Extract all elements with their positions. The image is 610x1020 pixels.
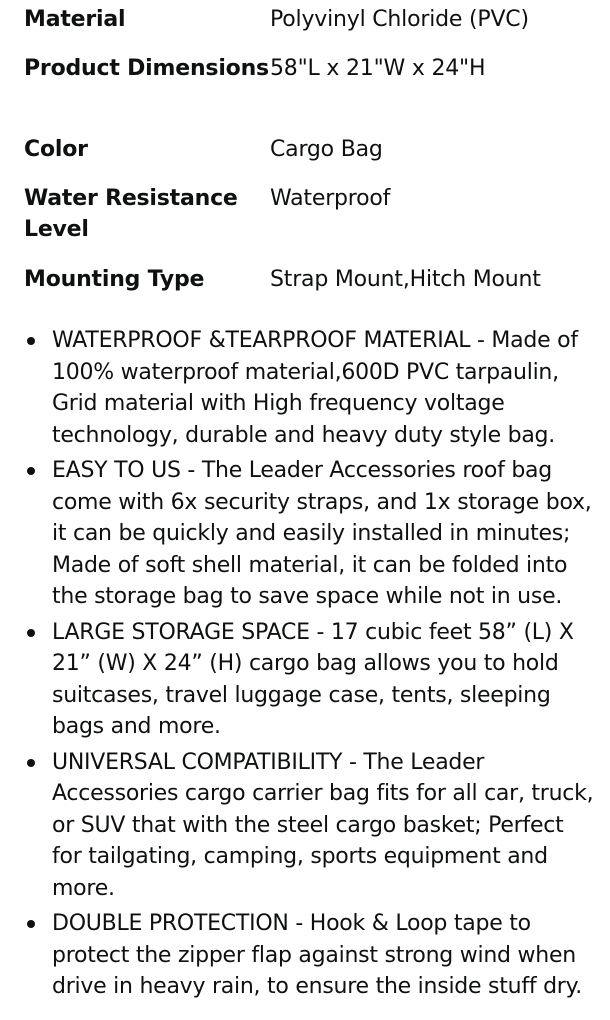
spec-row-water-resistance-level: [24, 183, 594, 264]
spec-value: Cargo Bag: [270, 137, 383, 162]
feature-bullet: [0, 747, 610, 905]
feature-bullet-text: UNIVERSAL COMPATIBILITY - The Leader Accessories cargo carrier bag fits for all car, truck, or SUV that with the steel cargo basket; Perfect for tailgating, camping, sports equipment and more.: [52, 749, 594, 901]
bullet-dot-icon: [27, 467, 35, 475]
feature-bullet-list: [0, 325, 610, 1007]
feature-bullet-text: DOUBLE PROTECTION - Hook & Loop tape to protect the zipper flap against strong wind when drive in heavy rain, to ensure the inside stuff dry.: [52, 911, 582, 999]
feature-bullet-text: EASY TO US - The Leader Accessories roof bag come with 6x security straps, and 1x storage box, it can be quickly and easily installed in minutes; Made of soft shell material, it can be folded into the storage bag to save space while not in use.: [52, 458, 592, 609]
product-spec-table: [24, 4, 594, 313]
spec-label: Product Dimensions: [24, 56, 269, 81]
spec-value: Strap Mount,Hitch Mount: [270, 267, 541, 292]
feature-bullet: [0, 455, 610, 613]
spec-row-product-dimensions: [24, 53, 594, 134]
bullet-dot-icon: [27, 759, 35, 767]
spec-label: Water Resistance Level: [24, 186, 238, 242]
spec-label: Color: [24, 137, 88, 162]
bullet-dot-icon: [27, 920, 35, 928]
bullet-dot-icon: [27, 629, 35, 637]
spec-label: Material: [24, 7, 126, 32]
feature-bullet-text: WATERPROOF &TEARPROOF MATERIAL - Made of 100% waterproof material,600D PVC tarpaulin, Grid material with High frequency voltage technology, durable and heavy duty style bag.: [52, 328, 578, 448]
spec-row-mounting-type: [24, 264, 594, 313]
feature-bullet: [0, 908, 610, 1003]
spec-value: Polyvinyl Chloride (PVC): [270, 7, 529, 32]
feature-bullet-text: LARGE STORAGE SPACE - 17 cubic feet 58” (L) X 21” (W) X 24” (H) cargo bag allows you to hold suitcases, travel luggage case, tents, sleeping bags and more.: [52, 619, 574, 739]
spec-row-color: [24, 134, 594, 183]
spec-label: Mounting Type: [24, 267, 205, 292]
spec-value: 58"L x 21"W x 24"H: [270, 56, 486, 81]
feature-bullet: [0, 617, 610, 743]
feature-bullet: [0, 325, 610, 451]
bullet-dot-icon: [27, 337, 35, 345]
spec-row-material: [24, 4, 594, 53]
spec-value: Waterproof: [270, 186, 391, 211]
